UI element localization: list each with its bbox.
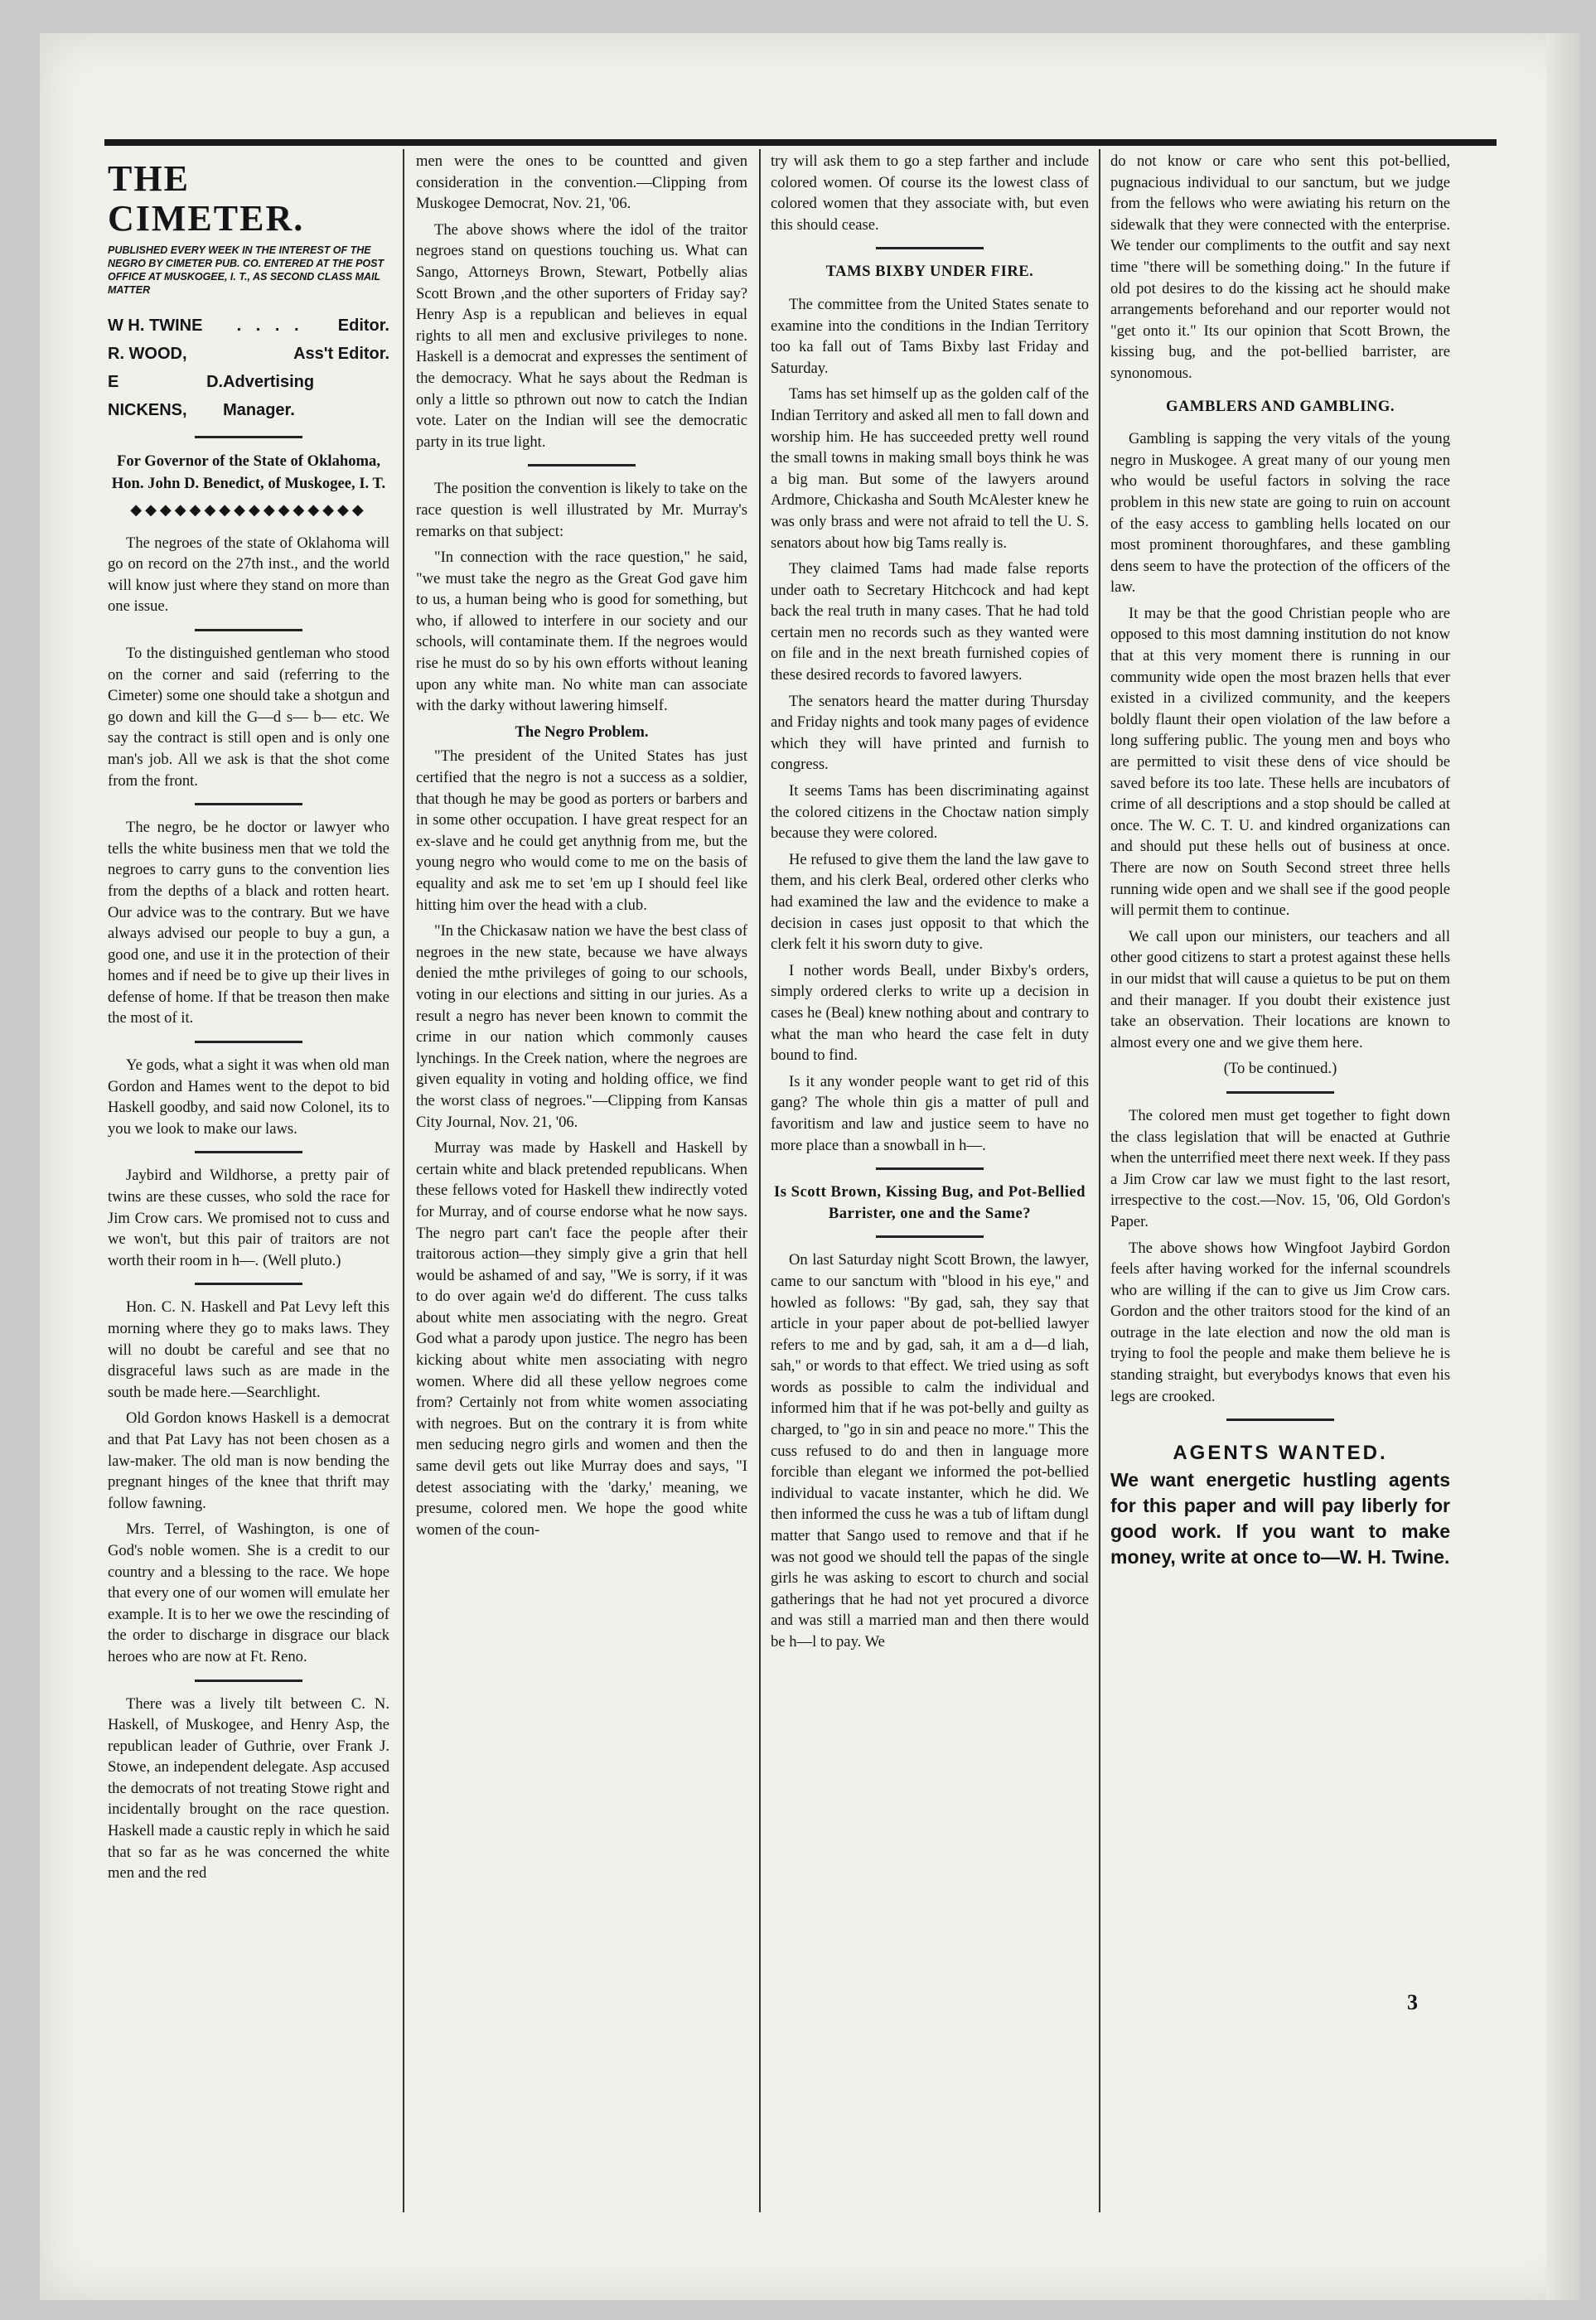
staff-box	[108, 312, 389, 424]
article-paragraph: Gambling is sapping the very vitals of the young negro in Muskogee. A great many of our young men who would be useful factors in solving the race problem in this new state are going to ruin on account of the easy access to gambling hells located on our most prominent thoroughfares, and these gambling dens seem to have the protection of the officers of the law.	[1110, 430, 1450, 597]
article-paragraph: "The president of the United States has just certified that the negro is not a success as a soldier, that though he may be good as porters or barbers and in some other occupation. I have great respect for an ex-slave and he could get anythnig from me, but the young negro who would come to me on the basis of equality and ask me to set 'em up I should feel like hitting him over the head with a club.	[416, 747, 747, 914]
divider	[195, 1151, 302, 1153]
article-paragraph: I nother words Beall, under Bixby's orders, simply ordered clerks to write up a decision in cases he (Beal) knew nothing about and contrary to what the man who heard the case felt in duty bound to find.	[771, 961, 1089, 1065]
article-paragraph: Is it any wonder people want to get rid of this gang? The whole thin gis a matter of pull and favoritism and law and justice seem to have no more place than a snowball in h—.	[771, 1072, 1089, 1154]
staff-name: R. WOOD,	[108, 345, 187, 363]
article-heading: TAMS BIXBY UNDER FIRE.	[825, 263, 1034, 281]
article-paragraph: Murray was made by Haskell and Haskell by certain white and black pretended republicans. When these fellows voted for Haskell thew indirectly voted for Murray, and of course endorse what he now says. The negro part can't face the people after their traitorous action—they simply give a grin that hell would be ashamed of and say, "We is sorry, if it was to do over again we'd do different. The cuss talks about white men associating with the negro. Great God what a parody upon justice. The negro has been kicking about white men associating with negro women. Where did all these yellow negroes come from? Certainly not from white women associating with negroes. But on the contrary it is from white men seducing negro girls and women and then the same devil gets out like Murray does and says, "I detest associating with the 'darky,' meaning, we presume, colored men. We hope the good white women of the coun-	[416, 1139, 747, 1539]
staff-name: W H. TWINE	[108, 317, 203, 335]
divider	[876, 1235, 984, 1238]
article-paragraph: Tams has set himself up as the golden calf of the Indian Territory and asked all men to fall down and worship him. He has succeeded pretty well round the small towns in making small boys think he was a big man. But some of the lawyers around Ardmore, Chickasha and South McAlester knew he was only brass and were not afraid to tell the U. S. senators about how big Tams really is.	[771, 385, 1089, 552]
article-paragraph: The negro, be he doctor or lawyer who tells the white business men that we told the negroes to carry guns to the convention lies from the depths of a black and rotten heart. Our advice was to the contrary. But we have always advised our people to buy a gun, a good one, and use it in the protection of their homes and if need be to give up their lives in defense of home. If that be treason then make the most of it.	[108, 819, 389, 1027]
staff-role: Advertising Manager.	[223, 373, 315, 419]
top-rule	[104, 139, 1497, 146]
article-paragraph: He refused to give them the land the law gave to them, and his clerk Beal, ordered other clerks who had examined the law and the evidence to make a decision in cases just opposit to that which the clerk felt it his sworn duty to give.	[771, 850, 1089, 954]
article-paragraph: "In connection with the race question," he said, "we must take the negro as the Great God gave him to us, a human being who is good for something, but who, if allowed to interfere in our society and our schools, will contaminate them. If the negroes would rise he must do so by his own efforts without leaning upon any white man. No white man can associate with the darky without lawering himself.	[416, 549, 747, 715]
article-paragraph: "In the Chickasaw nation we have the best class of negroes in the new state, because we have always denied the mthe privileges of going to our schools, voting in our elections and sitting in our juries. As a result a negro has never been known to commit the crime in our nation which commonly causes lynchings. In the Creek nation, where the negroes are given equality in voting and holding office, we find the worst class of negroes."—Clipping from Kansas City Journal, Nov. 21, '06.	[416, 922, 747, 1131]
article-heading: Is Scott Brown, Kissing Bug, and Pot-Bellied Barrister, one and the Same?	[773, 1183, 1086, 1222]
article-paragraph: It may be that the good Christian people who are opposed to this most damning institution do not know that at this very moment there is running in our community wide open the most brazen hells that ever existed in a civilized community, and the keepers boldly flaunt their open violation of the law before a long suffering public. The young men and boys who are permitted to visit these dens of vice should be saved before its too late. These hells are incubators of crime of all descriptions and a stop should be called at once. The W. C. T. U. and kindred organizations can and should put these hells out of business at once. There are now on South Second street three hells running wide open and we shall see if the good people will permit them to continue.	[1110, 604, 1450, 920]
staff-row-assistant	[108, 340, 389, 368]
staff-role: Editor.	[337, 317, 389, 335]
column-rule-3	[1099, 149, 1100, 2212]
article-paragraph: do not know or care who sent this pot-bellied, pugnacious individual to our sanctum, but we judge from the fellows who were awiating his return on the sidewalk that they were connected with the enterprise. We tender our compliments to the outfit and say next time "there will be something doing." In the future if old pot desires to do the kissing act he should make arrangements beforehand and our reporter would not "get onto it." Its our opinion that Scott Brown, the kissing bug, and the pot-bellied barrister, are synonomous.	[1110, 152, 1450, 382]
article-paragraph: On last Saturday night Scott Brown, the lawyer, came to our sanctum with "blood in his eye," and howled as follows: "By gad, sah, they say that article in your paper about de pot-bellied lawyer refers to me and by gad, sah, it am a d—d liah, sah," or words to that effect. We tried using as soft words as possible to calm the individual and informed him that if he was pot-belly and guilty as charged, to "go in sin and peace no more." This the cuss refused to do and then in language more forcible than elegant we informed the pot-bellied individual to vacate instanter, which he did. We then informed the cuss he was a tub of liftam dungl matter that Sango used to remove and that if he was not good we should tell the papas of the single girls he was asking to escort to church and social gatherings that he had not yet procured a divorce and was still a married man and then there would be h—l to pay. We	[771, 1251, 1089, 1651]
column-2	[416, 151, 747, 2214]
governor-notice: For Governor of the State of Oklahoma, Hon. John D. Benedict, of Muskogee, I. T.	[111, 452, 386, 492]
masthead-title: THE CIMETER.	[108, 158, 305, 239]
divider	[195, 436, 302, 438]
divider	[195, 629, 302, 631]
article-paragraph: The above shows how Wingfoot Jaybird Gordon feels after having worked for the infernal scoundrels who are willing if the can to give us Jim Crow cars. Gordon and the other traitors stood for the kind of an outrage in the late election and now the old man is trying to fool the people and make them believe he is standing straight, but everybodys knows that even his legs are crooked.	[1110, 1239, 1450, 1405]
column-4	[1110, 151, 1450, 2214]
staff-row-editor	[108, 312, 389, 340]
article-paragraph: The colored men must get together to fight down the class legislation that will be enacted at Guthrie when the unterrified meet there next week. If they pass a Jim Crow car law we must fight to the last resort, irrespective to the cost.—Nov. 15, '06, Old Gordon's Paper.	[1110, 1106, 1450, 1230]
ad-title: AGENTS WANTED.	[1173, 1442, 1388, 1465]
article-paragraph: Mrs. Terrel, of Washington, is one of God's noble women. She is a credit to our country and a blessing to the race. We hope that every one of our women will emulate her example. It is to her we owe the rescinding of the order to discharge in disgrace our black heroes who are now at Ft. Reno.	[108, 1520, 389, 1665]
article-paragraph: men were the ones to be countted and given consideration in the convention.—Clipping from Muskogee Democrat, Nov. 21, '06.	[416, 152, 747, 213]
column-3	[771, 151, 1089, 2214]
subheading: The Negro Problem.	[515, 723, 649, 741]
article-paragraph: The above shows where the idol of the traitor negroes stand on questions touching us. What can Sango, Attorneys Brown, Stewart, Potbelly alias Scott Brown ,and the other suporters of Friday say? Henry Asp is a republican and believes in equal rights to all men and exclusive privileges to none. Haskell is a democrat and expresses the sentiment of the democracy. What he says about the Redman is only a little so pthrown out now to catch the Indian vote. Later on the Indian will see the democratic party in its true light.	[416, 220, 747, 451]
divider	[1226, 1091, 1334, 1094]
article-paragraph: The senators heard the matter during Thursday and Friday nights and took many pages of evidence which they will have printed and furnish to congress.	[771, 692, 1089, 774]
divider	[528, 464, 636, 466]
divider	[195, 1680, 302, 1682]
column-rule-1	[403, 149, 404, 2212]
diamond-ornament: ◆◆◆◆◆◆◆◆◆◆◆◆◆◆◆◆	[130, 501, 367, 518]
divider	[195, 803, 302, 805]
article-paragraph: We call upon our ministers, our teachers and all other good citizens to start a protest against these hells in our midst that will cause a quietus to be put on them and their manager. If you doubt their existence just take an observation. Their locations are known to almost every one and we give them here.	[1110, 927, 1450, 1051]
divider	[1226, 1419, 1334, 1421]
corner-mark: 3	[1407, 1990, 1418, 2014]
article-paragraph: The negroes of the state of Oklahoma will go on record on the 27th inst., and the world will know just where they stand on more than one issue.	[108, 534, 389, 616]
publication-info: PUBLISHED EVERY WEEK IN THE INTEREST OF THE NEGRO BY CIMETER PUB. CO. ENTERED AT THE POST OFFICE AT MUSKOGEE, I. T., AS SECOND CLASS MAIL MATTER	[108, 244, 384, 296]
divider	[876, 1167, 984, 1170]
ad-body: We want energetic hustling agents for this paper and will pay liberly for good work. If you want to make money, write at once to—W. H. Twine.	[1110, 1468, 1450, 1568]
article-heading: GAMBLERS AND GAMBLING.	[1166, 397, 1395, 415]
article-paragraph: try will ask them to go a step farther and include colored women. Of course its the lowest class of colored women that they associate with, but even this should cease.	[771, 152, 1089, 234]
divider	[195, 1283, 302, 1285]
article-paragraph: The position the convention is likely to take on the race question is well illustrated by Mr. Murray's remarks on that subject:	[416, 480, 747, 540]
to-be-continued: (To be continued.)	[1223, 1060, 1337, 1078]
column-1	[108, 151, 389, 2214]
article-paragraph: Ye gods, what a sight it was when old man Gordon and Hames went to the depot to bid Haskell goodby, and said now Colonel, its to you we look to make our laws.	[108, 1056, 389, 1138]
newspaper-page	[40, 33, 1579, 2300]
article-paragraph: Hon. C. N. Haskell and Pat Levy left this morning where they go to maks laws. They will no doubt be careful and see that no disgraceful laws such as are made in the south be made here.—Searchlight.	[108, 1298, 389, 1401]
article-paragraph: They claimed Tams had made false reports under oath to Secretary Hitchcock and had kept back the real truth in many cases. That he had told certain men no records such as they wanted were on file and in the next breath furnished copies of these desired records to favored lawyers.	[771, 560, 1089, 684]
article-paragraph: Old Gordon knows Haskell is a democrat and that Pat Lavy has not been chosen as a law-maker. The old man is now bending the pregnant hinges of the knee that thrift may follow fawning.	[108, 1409, 389, 1512]
article-paragraph: It seems Tams has been discriminating against the colored citizens in the Choctaw nation simply because they were colored.	[771, 782, 1089, 843]
divider	[876, 247, 984, 249]
divider	[195, 1041, 302, 1043]
article-paragraph: Jaybird and Wildhorse, a pretty pair of twins are these cusses, who sold the race for Jim Crow cars. We promised not to cuss and we won't, but this pair of traitors are not worth their room in h—. (Well pluto.)	[108, 1167, 389, 1269]
article-paragraph: There was a lively tilt between C. N. Haskell, of Muskogee, and Henry Asp, the republican leader of Guthrie, over Frank J. Stowe, an independent delegate. Asp accused the democrats of not treating Stowe right and incidentally brought on the race question. Haskell made a caustic reply in which he said that so far as he was concerned the white men and the red	[108, 1694, 389, 1883]
article-paragraph: The committee from the United States senate to examine into the conditions in the Indian Territory too ka fall out of Tams Bixby last Friday and Saturday.	[771, 295, 1089, 377]
page-edge	[1546, 33, 1579, 2300]
article-paragraph: To the distinguished gentleman who stood on the corner and said (referring to the Cimeter) some one should take a shotgun and go down and kill the G—d s— b— etc. We say the contract is still open and is only one man's job. All we ask is that the shot come from the front.	[108, 644, 389, 790]
staff-name: E D. NICKENS,	[108, 373, 224, 419]
staff-dots: . . . .	[236, 317, 304, 335]
column-rule-2	[759, 149, 761, 2212]
staff-row-advertising	[108, 368, 389, 424]
staff-role: Ass't Editor.	[293, 345, 389, 363]
